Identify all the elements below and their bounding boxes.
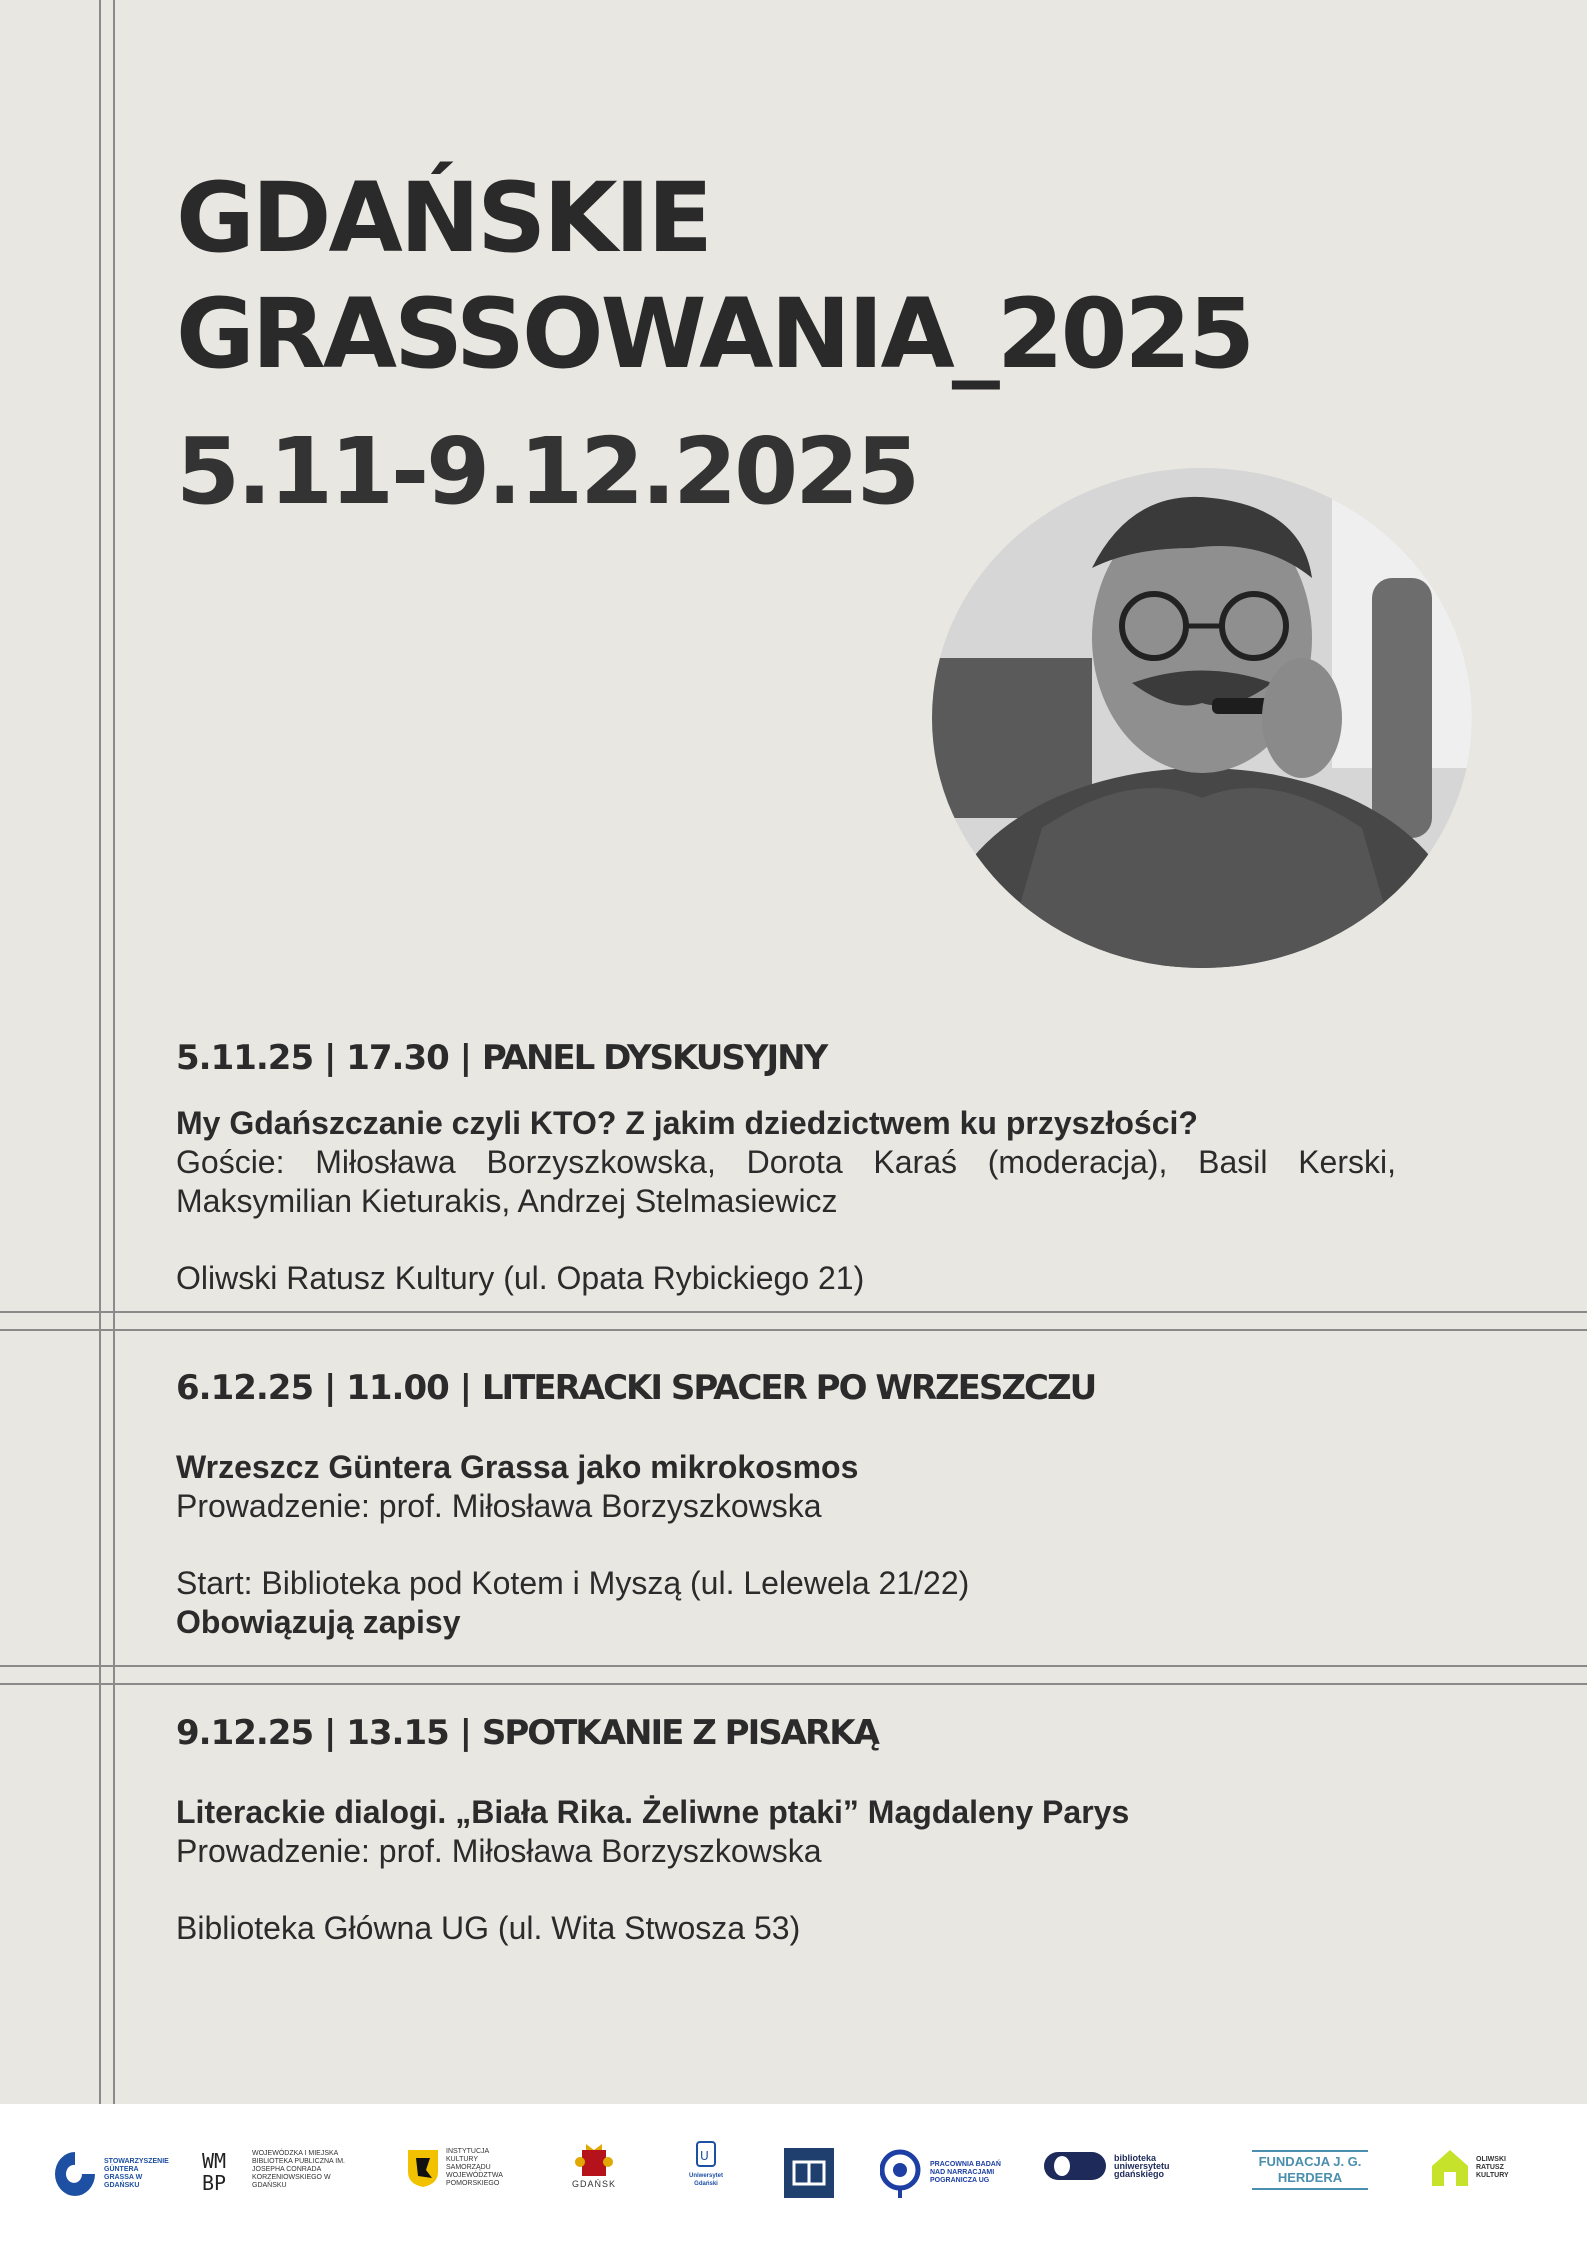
portrait-photo [932,468,1472,968]
sponsor-logo-1: STOWARZYSZENIE GÜNTERA GRASSA W GDAŃSKU [52,2148,162,2200]
event-2-place: Start: Biblioteka pod Kotem i Myszą (ul. Lelewela 21/22) [176,1565,970,1601]
event-3 [176,1713,1396,1948]
divider-line-1a [0,1311,1587,1313]
event-3-type: SPOTKANIE Z PISARKĄ [481,1713,878,1753]
spiral-logo-icon [52,2148,98,2200]
sponsor-logo-4: GDAŃSK [572,2144,616,2188]
svg-text:U: U [700,2149,709,2163]
sponsor-logo-8: biblioteka uniwersytetu gdańskiego [1042,2148,1206,2184]
title-line-2: GRASSOWANIA_2025 [176,278,1253,390]
event-1-datetime: 5.11.25 | 17.30 | [176,1038,482,1078]
sponsor-logo-2: WM BP WOJEWÓDZKA I MIEJSKA BIBLIOTEKA PUBLICZNA IM. JOSEPHA CONRADA KORZENIOWSKIEGO W GDAŃSKU [202,2148,352,2192]
event-1-place: Oliwski Ratusz Kultury (ul. Opata Rybickiego 21) [176,1260,865,1296]
event-1-type: PANEL DYSKUSYJNY [481,1038,827,1078]
divider-line-2b [0,1683,1587,1685]
event-2-topic: Wrzeszcz Güntera Grassa jako mikrokosmos [176,1449,859,1485]
ug-logo-icon [695,2140,717,2170]
event-2-heading [176,1368,1396,1408]
event-3-datetime: 9.12.25 | 13.15 | [176,1713,482,1753]
square-logo-icon [784,2148,834,2198]
event-2-datetime: 6.12.25 | 11.00 | [176,1368,482,1408]
sponsor-logo-7: PRACOWNIA BADAŃ NAD NARRACJAMI POGRANICZA UG [880,2148,1008,2198]
svg-text:WM: WM [202,2149,227,2173]
event-1 [176,1038,1396,1298]
sponsor-logo-3: INSTYTUCJA KULTURY SAMORZĄDU WOJEWÓDZTWA POMORSKIEGO [406,2148,520,2188]
title-line-1: GDAŃSKIE [176,162,710,274]
event-1-guests: Goście: Miłosława Borzyszkowska, Dorota Karaś (moderacja), Basil Kerski, Maksymilian Kieturakis, Andrzej Stelmasiewicz [176,1144,1396,1219]
sponsor-logo-10: OLIWSKI RATUSZ KULTURY [1430,2148,1526,2188]
event-3-heading [176,1713,1396,1753]
wbp-logo-icon [202,2148,246,2192]
book-logo-icon [1042,2148,1108,2184]
city-crest-icon [574,2144,614,2178]
sponsor-logo-6 [784,2148,834,2198]
sponsor-logo-5: U Uniwersytet Gdański [686,2140,726,2188]
event-dates: 5.11-9.12.2025 [176,418,918,525]
poster-title [176,160,1252,392]
divider-line-1b [0,1329,1587,1331]
event-3-place: Biblioteka Główna UG (ul. Wita Stwosza 53) [176,1910,801,1946]
sponsor-footer [0,2104,1587,2245]
event-2-note: Obowiązują zapisy [176,1604,461,1640]
svg-text:BP: BP [202,2171,227,2192]
frame-line-left-2 [113,0,115,2104]
griffin-logo-icon [406,2148,440,2188]
sponsor-logo-9: FUNDACJA J. G. HERDERA [1252,2150,1368,2190]
lens-logo-icon [880,2148,924,2198]
event-3-topic: Literackie dialogi. „Biała Rika. Żeliwne ptaki” Magdaleny Parys [176,1794,1130,1830]
event-2 [176,1368,1396,1642]
house-logo-icon [1430,2148,1470,2188]
event-1-topic: My Gdańszczanie czyli KTO? Z jakim dziedzictwem ku przyszłości? [176,1105,1198,1141]
event-2-host: Prowadzenie: prof. Miłosława Borzyszkowska [176,1488,822,1524]
divider-line-2a [0,1665,1587,1667]
event-2-type: LITERACKI SPACER PO WRZESZCZU [481,1368,1096,1408]
event-3-host: Prowadzenie: prof. Miłosława Borzyszkowska [176,1833,822,1869]
event-1-heading [176,1038,1396,1078]
frame-line-left-1 [99,0,101,2104]
